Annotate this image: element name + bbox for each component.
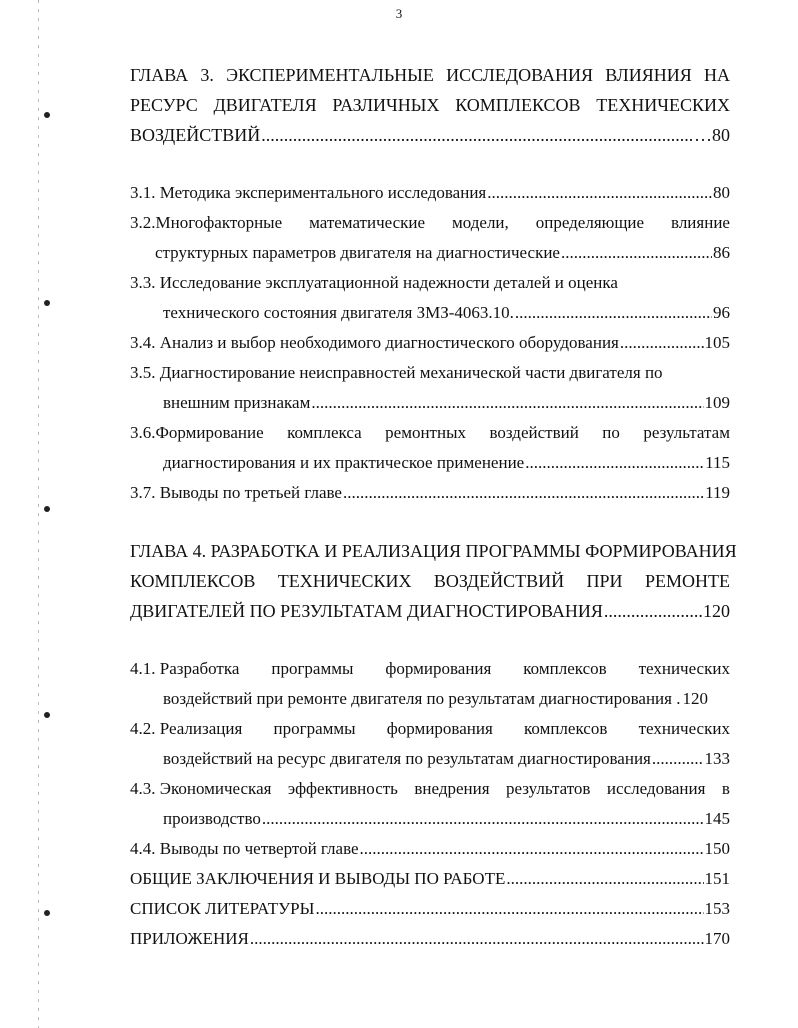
word: модели, [451, 213, 509, 232]
toc-entry-3-7 [130, 478, 730, 508]
toc-page-number: 109 [704, 393, 730, 412]
toc-entry-literature [130, 894, 730, 924]
toc-page-number: 120 [703, 601, 730, 621]
word: РАЗЛИЧНЫХ [332, 95, 440, 115]
word: ВЛИЯНИЯ [605, 65, 692, 85]
word: 4.3. Экономическая [130, 779, 272, 798]
dot-leader [620, 328, 704, 358]
dot-leader [604, 596, 702, 626]
word: комплекса [287, 423, 362, 442]
word: 3.6.Формирование [130, 423, 264, 442]
toc-entry-text: ПРИЛОЖЕНИЯ [130, 929, 249, 948]
word: влияние [671, 213, 730, 232]
chapter-4-heading-line-3 [130, 596, 730, 626]
toc-entry-text: воздействий при ремонте двигателя по результатам диагностирования . [163, 689, 681, 708]
toc-entry-4-1-line-1 [130, 654, 730, 684]
toc-entry-text: СПИСОК ЛИТЕРАТУРЫ [130, 899, 315, 918]
dot-leader [360, 834, 704, 864]
toc-page-number: 80 [713, 183, 730, 202]
toc-entry-text: 3.5. Диагностирование неисправностей механической части двигателя по [130, 363, 663, 382]
word: комплексов [524, 719, 608, 738]
toc-entry-text: 3.7. Выводы по третьей главе [130, 483, 342, 502]
word: внедрения [414, 779, 490, 798]
chapter-3-heading-line-2 [130, 90, 730, 120]
word: КОМПЛЕКСОВ [455, 95, 581, 115]
chapter-4-heading-line-1 [130, 536, 737, 566]
toc-entry-4-3-line-2 [130, 804, 730, 834]
toc-entry-text: ДВИГАТЕЛЕЙ ПО РЕЗУЛЬТАТАМ ДИАГНОСТИРОВАНИЯ [130, 601, 603, 621]
word: РЕСУРС [130, 95, 198, 115]
binding-hole-mark [44, 300, 50, 306]
toc-entry-3-6-line-2 [130, 448, 730, 478]
dot-leader [311, 388, 703, 418]
dot-leader [506, 864, 703, 894]
dot-leader [250, 924, 704, 954]
word: технических [638, 719, 730, 738]
toc-page-number: 86 [713, 243, 730, 262]
toc-entry-text: внешним признакам [163, 393, 311, 412]
chapter-3-heading-line-1 [130, 60, 730, 90]
toc-entry-conclusions [130, 864, 730, 894]
dot-leader [561, 238, 712, 268]
toc-entry-3-1 [130, 178, 730, 208]
dot-leader [343, 478, 704, 508]
toc-entry-text: структурных параметров двигателя на диагностические [155, 243, 560, 262]
binding-hole-mark [44, 910, 50, 916]
toc-entry-appendices [130, 924, 730, 954]
word: комплексов [523, 659, 607, 678]
toc-page-number: 145 [704, 809, 730, 828]
toc-entry-text: ВОЗДЕЙСТВИЙ [130, 125, 261, 145]
dot-leader [315, 894, 703, 924]
toc-page-number: …80 [694, 125, 730, 145]
toc-page-number: 120 [682, 689, 708, 708]
toc-entry-text: 4.4. Выводы по четвертой главе [130, 839, 359, 858]
toc-entry-3-5-line-2 [130, 388, 730, 418]
toc-page-number: 153 [704, 899, 730, 918]
toc-entry-text: технического состояния двигателя ЗМЗ-4063.10. [163, 303, 514, 322]
word: исследования [606, 779, 706, 798]
scan-margin-line [38, 0, 39, 1028]
toc-page-number: 105 [704, 333, 730, 352]
dot-leader [652, 744, 704, 774]
word: 4.2. Реализация [130, 719, 243, 738]
word: результатам [643, 423, 730, 442]
word: 3. [200, 65, 214, 85]
word: в [721, 779, 730, 798]
toc-entry-4-2-line-2 [130, 744, 730, 774]
word: 3.2.Многофакторные [130, 213, 283, 232]
toc-page-number: 115 [705, 453, 730, 472]
word: ВОЗДЕЙСТВИЙ [433, 571, 565, 591]
word: технических [638, 659, 730, 678]
toc-entry-3-6-line-1 [130, 418, 730, 448]
word: ИССЛЕДОВАНИЯ [446, 65, 594, 85]
toc-entry-text: ГЛАВА 4. РАЗРАБОТКА И РЕАЛИЗАЦИЯ ПРОГРАММЫ ФОРМИРОВАНИЯ [130, 541, 737, 561]
word: математические [309, 213, 426, 232]
toc-page-number: 151 [704, 869, 730, 888]
word: формирования [385, 659, 492, 678]
word: формирования [386, 719, 493, 738]
page-number: 3 [395, 6, 403, 21]
word: ремонтных [385, 423, 467, 442]
word: ГЛАВА [130, 65, 189, 85]
word: программы [271, 659, 354, 678]
dot-leader [262, 804, 704, 834]
toc-entry-3-4 [130, 328, 730, 358]
word: по [602, 423, 620, 442]
toc-entry-3-3-line-2 [130, 298, 730, 328]
dot-leader [261, 120, 693, 150]
word: ПРИ [586, 571, 623, 591]
toc-entry-text: ОБЩИЕ ЗАКЛЮЧЕНИЯ И ВЫВОДЫ ПО РАБОТЕ [130, 869, 506, 888]
toc-entry-4-1-line-2 [130, 684, 730, 714]
toc-entry-3-5-line-1 [130, 358, 730, 388]
word: КОМПЛЕКСОВ [130, 571, 256, 591]
toc-entry-text: диагностирования и их практическое применение [163, 453, 525, 472]
word: ТЕХНИЧЕСКИХ [596, 95, 730, 115]
word: программы [273, 719, 356, 738]
word: ТЕХНИЧЕСКИХ [277, 571, 412, 591]
toc-page-number: 150 [704, 839, 730, 858]
toc-entry-3-2-line-2 [130, 238, 730, 268]
toc-page-number: 119 [705, 483, 730, 502]
word: ЭКСПЕРИМЕНТАЛЬНЫЕ [226, 65, 434, 85]
toc-entry-3-3-line-1 [130, 268, 730, 298]
word: эффективность [287, 779, 398, 798]
dot-leader [515, 298, 712, 328]
toc-entry-4-3-line-1 [130, 774, 730, 804]
dot-leader [525, 448, 704, 478]
toc-entry-text: производство [163, 809, 261, 828]
word: НА [704, 65, 730, 85]
toc-entry-3-2-line-1 [130, 208, 730, 238]
toc-entry-text: 3.1. Методика экспериментального исследования [130, 183, 487, 202]
toc-entry-text: воздействий на ресурс двигателя по результатам диагностирования [163, 749, 651, 768]
toc-entry-text: 3.4. Анализ и выбор необходимого диагностического оборудования [130, 333, 619, 352]
word: РЕМОНТЕ [644, 571, 730, 591]
table-of-contents [130, 60, 737, 954]
word: 4.1. Разработка [130, 659, 240, 678]
toc-page-number: 133 [704, 749, 730, 768]
toc-page-number: 170 [704, 929, 730, 948]
word: результатов [506, 779, 591, 798]
toc-entry-4-2-line-1 [130, 714, 730, 744]
word: определяющие [535, 213, 645, 232]
toc-entry-text: 3.3. Исследование эксплуатационной надежности деталей и оценка [130, 273, 618, 292]
dot-leader [487, 178, 712, 208]
binding-hole-mark [44, 506, 50, 512]
toc-page-number: 96 [713, 303, 730, 322]
word: ДВИГАТЕЛЯ [213, 95, 317, 115]
binding-hole-mark [44, 712, 50, 718]
binding-hole-mark [44, 112, 50, 118]
word: воздействий [489, 423, 579, 442]
chapter-3-heading-line-3 [130, 120, 730, 150]
chapter-4-heading-line-2 [130, 566, 730, 596]
toc-entry-4-4 [130, 834, 730, 864]
